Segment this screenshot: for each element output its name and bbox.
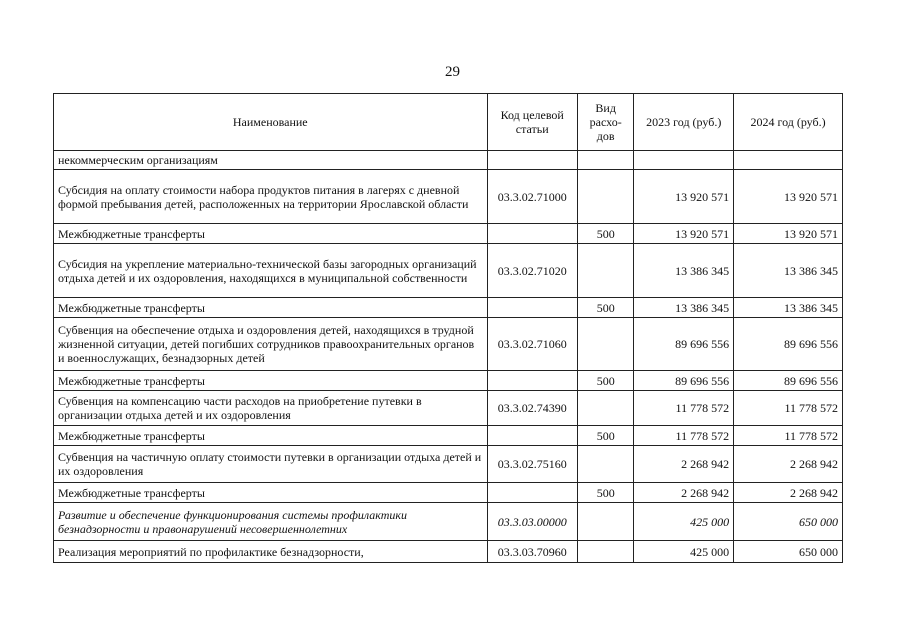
row-type-cell [577, 151, 634, 170]
row-type-cell: 500 [577, 483, 634, 503]
row-type-cell [577, 170, 634, 224]
row-type-cell [577, 503, 634, 541]
row-name-cell: Субсидия на оплату стоимости набора продуктов питания в лагерях с дневной формой пребывания детей, расположенных на территории Ярославской области [54, 170, 488, 224]
row-type-cell [577, 244, 634, 298]
row-name-cell: Субвенция на обеспечение отдыха и оздоровления детей, находящихся в трудной жизненной ситуации, детей погибших сотрудников правоохранительных органов и военнослужащих, безнадзорных детей [54, 318, 488, 371]
row-code-cell: 03.3.02.71060 [487, 318, 577, 371]
row-code-cell: 03.3.02.71020 [487, 244, 577, 298]
row-code-cell: 03.3.03.70960 [487, 541, 577, 563]
row-2024-cell: 650 000 [734, 503, 843, 541]
row-2023-cell: 89 696 556 [634, 318, 734, 371]
row-code-cell: 03.3.02.75160 [487, 446, 577, 483]
row-2024-cell: 13 920 571 [734, 224, 843, 244]
row-2023-cell: 2 268 942 [634, 483, 734, 503]
row-name-cell: Реализация мероприятий по профилактике безнадзорности, [54, 541, 488, 563]
row-name-cell: Межбюджетные трансферты [54, 298, 488, 318]
row-2024-cell: 13 920 571 [734, 170, 843, 224]
row-code-cell [487, 224, 577, 244]
table-header-row [54, 94, 843, 151]
row-name-cell: Межбюджетные трансферты [54, 371, 488, 391]
header-name: Наименование [54, 94, 488, 151]
row-2023-cell: 425 000 [634, 503, 734, 541]
table-row [54, 371, 843, 391]
row-code-cell [487, 151, 577, 170]
table-row [54, 446, 843, 483]
row-type-cell [577, 391, 634, 426]
row-2023-cell: 13 386 345 [634, 298, 734, 318]
row-type-cell: 500 [577, 371, 634, 391]
table-row [54, 391, 843, 426]
row-code-cell: 03.3.02.71000 [487, 170, 577, 224]
table-row [54, 244, 843, 298]
budget-table [53, 93, 843, 563]
table-row [54, 224, 843, 244]
row-2024-cell: 11 778 572 [734, 391, 843, 426]
row-code-cell [487, 371, 577, 391]
row-type-cell: 500 [577, 224, 634, 244]
header-code: Код целевой статьи [487, 94, 577, 151]
row-2024-cell: 89 696 556 [734, 318, 843, 371]
row-code-cell [487, 483, 577, 503]
row-type-cell: 500 [577, 298, 634, 318]
table-row [54, 483, 843, 503]
row-2023-cell: 13 920 571 [634, 224, 734, 244]
row-name-cell: Субсидия на укрепление материально-технической базы загородных организаций отдыха детей и их оздоровления, находящихся в муниципальной собственности [54, 244, 488, 298]
row-2023-cell: 2 268 942 [634, 446, 734, 483]
row-2023-cell [634, 151, 734, 170]
page-number: 29 [445, 64, 460, 80]
row-2023-cell: 13 386 345 [634, 244, 734, 298]
row-type-cell [577, 446, 634, 483]
header-2024: 2024 год (руб.) [734, 94, 843, 151]
row-2024-cell: 2 268 942 [734, 446, 843, 483]
row-2024-cell: 11 778 572 [734, 426, 843, 446]
table-row [54, 151, 843, 170]
row-name-cell: Субвенция на частичную оплату стоимости путевки в организации отдыха детей и их оздоровления [54, 446, 488, 483]
row-name-cell: Межбюджетные трансферты [54, 483, 488, 503]
row-name-cell: Субвенция на компенсацию части расходов на приобретение путевки в организации отдыха детей и их оздоровления [54, 391, 488, 426]
table-row [54, 426, 843, 446]
row-code-cell [487, 426, 577, 446]
row-type-cell [577, 318, 634, 371]
row-2023-cell: 11 778 572 [634, 426, 734, 446]
row-code-cell: 03.3.03.00000 [487, 503, 577, 541]
row-2024-cell: 89 696 556 [734, 371, 843, 391]
row-name-cell: Развитие и обеспечение функционирования системы профилактики безнадзорности и правонарушений несовершеннолетних [54, 503, 488, 541]
row-2023-cell: 11 778 572 [634, 391, 734, 426]
row-code-cell [487, 298, 577, 318]
row-2024-cell: 650 000 [734, 541, 843, 563]
row-2023-cell: 425 000 [634, 541, 734, 563]
row-name-cell: Межбюджетные трансферты [54, 426, 488, 446]
table-row [54, 298, 843, 318]
row-2024-cell [734, 151, 843, 170]
row-2024-cell: 2 268 942 [734, 483, 843, 503]
header-2023: 2023 год (руб.) [634, 94, 734, 151]
row-2024-cell: 13 386 345 [734, 244, 843, 298]
table-row [54, 541, 843, 563]
table-row [54, 318, 843, 371]
row-2023-cell: 89 696 556 [634, 371, 734, 391]
row-2023-cell: 13 920 571 [634, 170, 734, 224]
row-2024-cell: 13 386 345 [734, 298, 843, 318]
row-type-cell: 500 [577, 426, 634, 446]
row-name-cell: Межбюджетные трансферты [54, 224, 488, 244]
row-name-cell: некоммерческим организациям [54, 151, 488, 170]
header-type: Вид расхо-дов [577, 94, 634, 151]
table-row [54, 170, 843, 224]
row-code-cell: 03.3.02.74390 [487, 391, 577, 426]
row-type-cell [577, 541, 634, 563]
table-row [54, 503, 843, 541]
